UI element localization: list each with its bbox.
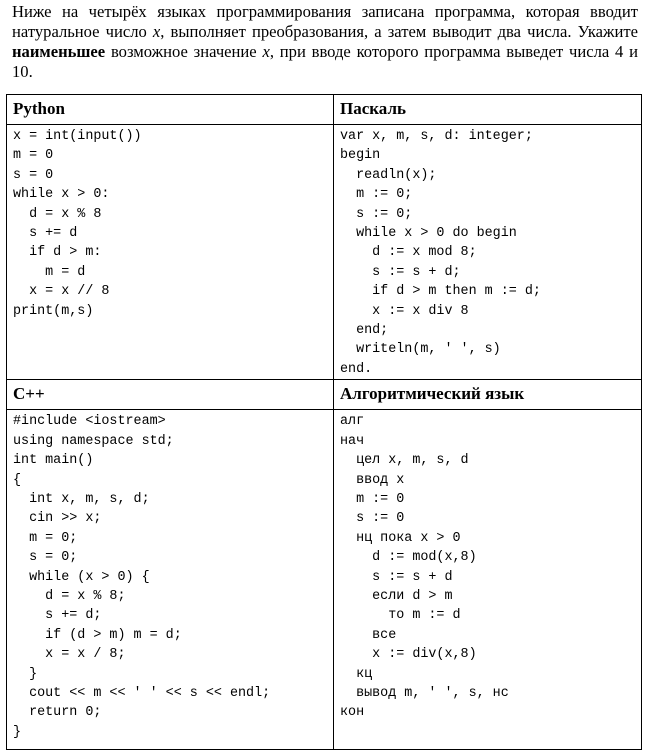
code-line: d := mod(x,8) <box>340 550 477 566</box>
code-line: x = int(input()) <box>13 129 142 144</box>
code-line: x := div(x,8) <box>340 647 477 663</box>
code-line: int x, m, s, d; <box>13 491 150 507</box>
code-line: readln(x); <box>340 167 437 183</box>
code-line: return 0; <box>13 705 102 721</box>
code-line: end; <box>340 323 389 339</box>
code-line: вывод m, ' ', s, нс <box>340 685 509 701</box>
code-line: алг <box>340 414 365 430</box>
code-line: } <box>13 724 22 740</box>
code-line: m := 0; <box>340 187 413 203</box>
code-line: using namespace std; <box>13 433 174 449</box>
code-line: s := 0 <box>340 511 405 527</box>
task-text-part3: возможное значение <box>105 42 263 61</box>
variable-x: x <box>152 22 161 41</box>
algo-header: Алгоритмический язык <box>334 380 642 410</box>
code-line: s = 0 <box>13 167 54 183</box>
cpp-code <box>7 410 334 750</box>
code-line: end. <box>340 361 373 377</box>
code-line: то m := d <box>340 608 461 624</box>
code-line: if d > m then m := d; <box>340 284 541 300</box>
code-line: while x > 0 do begin <box>340 226 517 242</box>
code-table <box>6 94 642 750</box>
code-line: x = x // 8 <box>13 284 110 300</box>
code-line: if (d > m) m = d; <box>13 627 182 643</box>
code-line: int main() <box>13 453 94 469</box>
code-line: цел x, m, s, d <box>340 453 469 469</box>
code-line: все <box>340 627 397 643</box>
pascal-header: Паскаль <box>334 95 642 125</box>
code-line: s := s + d; <box>340 264 461 280</box>
code-line: #include <iostream> <box>13 414 166 430</box>
code-line: если d > m <box>340 588 453 604</box>
code-line: кц <box>340 666 373 682</box>
code-line: print(m,s) <box>13 303 94 319</box>
code-line: while x > 0: <box>13 187 110 203</box>
code-line: x := x div 8 <box>340 303 469 319</box>
code-line: var x, m, s, d: integer; <box>340 129 533 144</box>
task-text-part1: Ниже на четырёх языках программирования записана программа, которая вводит натуральное число <box>12 2 638 41</box>
python-code <box>7 125 334 380</box>
code-line: m = 0; <box>13 530 78 546</box>
pascal-code <box>334 125 642 380</box>
code-line: s := 0; <box>340 206 413 222</box>
code-line: d := x mod 8; <box>340 245 477 261</box>
variable-x: x <box>262 42 270 61</box>
code-line: begin <box>340 148 381 164</box>
code-line: { <box>13 472 22 488</box>
code-line: } <box>13 666 38 682</box>
code-line: m = 0 <box>13 148 54 164</box>
code-line: кон <box>340 705 365 721</box>
code-line: s += d; <box>13 608 102 624</box>
code-line: ввод x <box>340 472 405 488</box>
code-line: while (x > 0) { <box>13 569 150 585</box>
code-line: cout << m << ' ' << s << endl; <box>13 685 271 701</box>
task-text-part2: , выполняет преобразования, а затем выводит два числа. Укажите <box>160 22 638 41</box>
code-line: writeln(m, ' ', s) <box>340 342 501 358</box>
code-line: нач <box>340 433 365 449</box>
code-line: d = x % 8; <box>13 588 126 604</box>
code-line: s := s + d <box>340 569 453 585</box>
python-header: Python <box>7 95 334 125</box>
emphasis-smallest: наименьшее <box>12 42 106 61</box>
code-line: m := 0 <box>340 491 405 507</box>
code-line: if d > m: <box>13 245 102 261</box>
code-line: cin >> x; <box>13 511 102 527</box>
code-line: s = 0; <box>13 550 78 566</box>
code-line: x = x / 8; <box>13 647 126 663</box>
cpp-header: C++ <box>7 380 334 410</box>
code-line: m = d <box>13 264 86 280</box>
algo-code <box>334 410 642 750</box>
code-line: s += d <box>13 226 78 242</box>
task-statement <box>12 2 638 82</box>
code-line: нц пока x > 0 <box>340 530 461 546</box>
code-line: d = x % 8 <box>13 206 102 222</box>
task-text-part4: , при вводе которого программа выведет числа 4 и 10. <box>12 42 638 81</box>
